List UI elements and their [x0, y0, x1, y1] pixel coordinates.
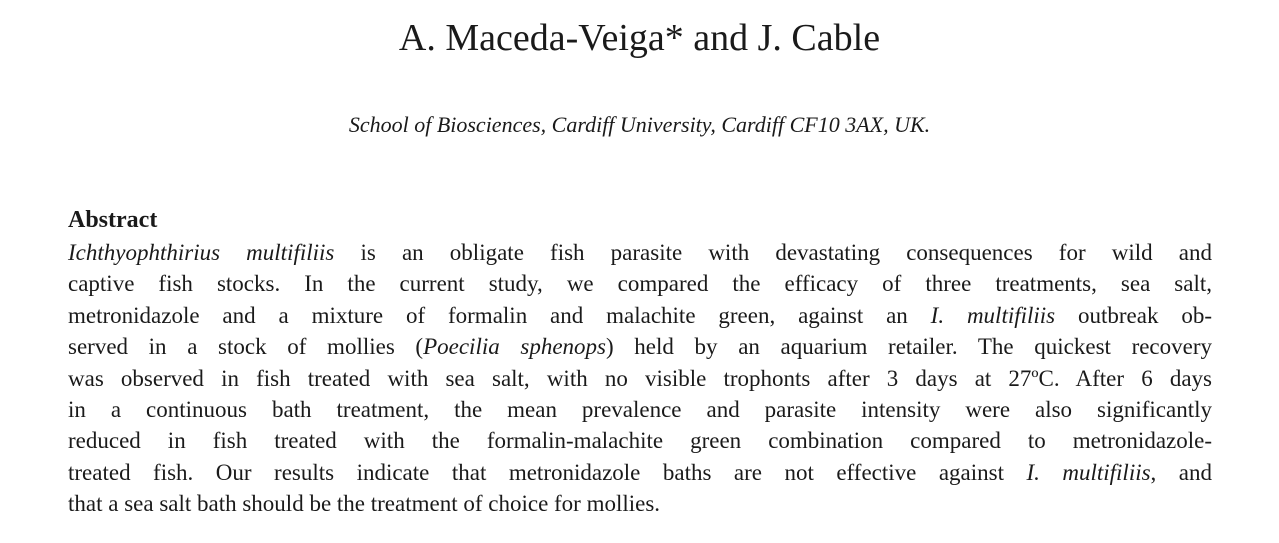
abstract-text: that a sea salt bath should be the treatment of choice for mollies.: [68, 491, 661, 517]
authors-line: A. Maceda-Veiga* and J. Cable: [398, 17, 881, 59]
abstract-text: in a continuous bath treatment, the mean prevalence and parasite intensity were also significantly: [68, 397, 1212, 423]
italic-term: Poecilia sphenops: [423, 334, 606, 360]
abstract-line: [68, 363, 1212, 394]
abstract-text: was observed in fish treated with sea salt, with no visible trophonts after 3 days at 27ºC. After 6 days: [68, 365, 1212, 391]
abstract-text: reduced in fish treated with the formalin-malachite green combination compared to metronidazole-: [68, 428, 1212, 454]
abstract-text: outbreak ob-: [1055, 302, 1212, 328]
abstract-text: treated fish. Our results indicate that metronidazole baths are not effective against: [68, 459, 1027, 485]
abstract-text: is an obligate fish parasite with devastating consequences for wild and: [334, 240, 1212, 265]
abstract-text: ) held by an aquarium retailer. The quickest recovery: [606, 334, 1213, 360]
abstract-section: [68, 203, 1212, 520]
abstract-body: [68, 237, 1212, 520]
abstract-line: [68, 488, 1212, 519]
abstract-heading: Abstract: [68, 207, 158, 233]
abstract-line: [68, 457, 1212, 488]
abstract-line: [68, 425, 1212, 456]
abstract-line: [68, 394, 1212, 425]
abstract-text: , and: [1150, 459, 1212, 485]
affiliation-line: School of Biosciences, Cardiff University, Cardiff CF10 3AX, UK.: [348, 112, 931, 137]
abstract-line: [68, 268, 1212, 299]
italic-term: I. multifiliis: [930, 302, 1056, 328]
abstract-line: [68, 237, 1212, 268]
abstract-line: [68, 331, 1212, 362]
italic-term: I. multifiliis: [1026, 459, 1151, 485]
italic-term: Ichthyophthirius multifiliis: [68, 240, 335, 265]
abstract-text: metronidazole and a mixture of formalin and malachite green, against an: [68, 302, 931, 328]
abstract-text: captive fish stocks. In the current study, we compared the efficacy of three treatments, sea salt,: [68, 271, 1212, 297]
abstract-text: served in a stock of mollies (: [68, 334, 424, 360]
abstract-line: [68, 300, 1212, 331]
